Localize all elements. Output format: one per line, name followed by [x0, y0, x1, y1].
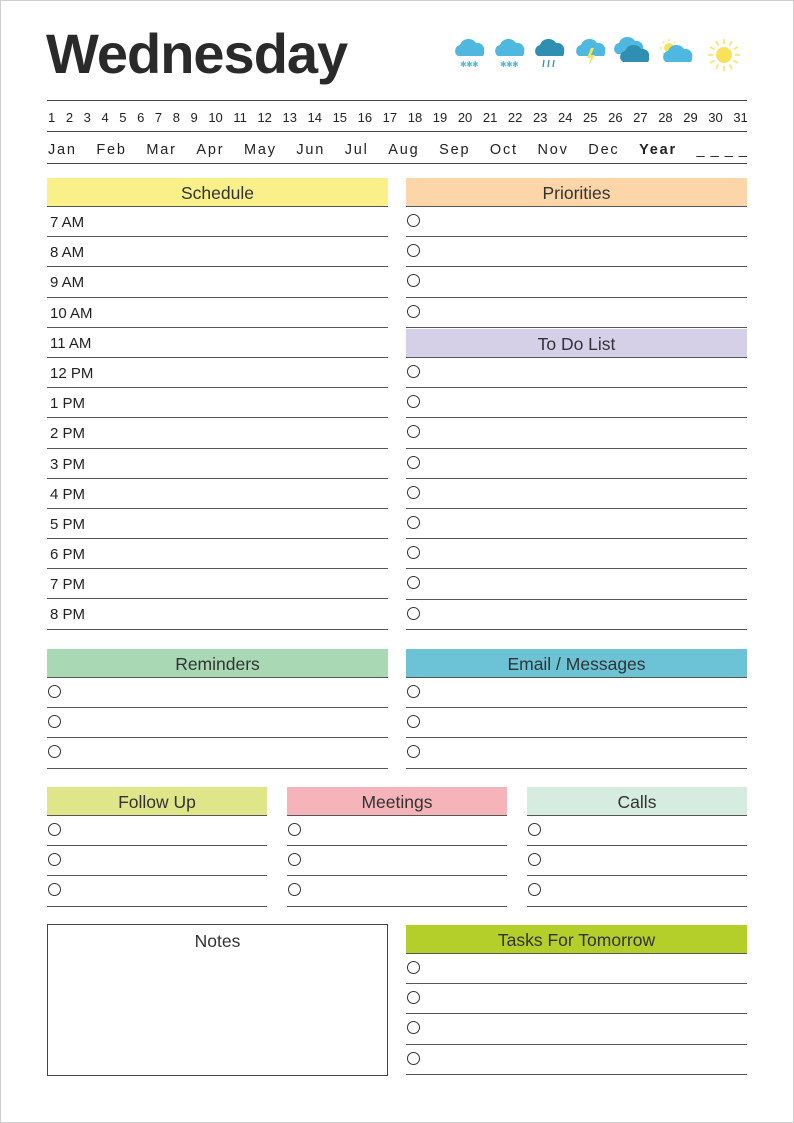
tomorrow-row[interactable] — [406, 1045, 747, 1075]
meetings-section — [287, 787, 507, 907]
svg-text:✱: ✱ — [472, 60, 479, 69]
day-number[interactable]: 9 — [190, 110, 198, 125]
checkbox-circle[interactable] — [407, 365, 420, 378]
checkbox-circle[interactable] — [407, 745, 420, 758]
tomorrow-section — [406, 925, 747, 1075]
month-name[interactable]: Dec — [588, 142, 620, 158]
schedule-row[interactable] — [47, 418, 388, 448]
day-number[interactable]: 17 — [382, 110, 398, 125]
email-section — [406, 649, 747, 769]
meetings-header: Meetings — [287, 787, 507, 816]
todo-row[interactable] — [406, 600, 747, 630]
schedule-time-label: 9 AM — [50, 274, 85, 292]
checkbox-circle[interactable] — [407, 961, 420, 974]
checkbox-circle[interactable] — [407, 274, 420, 287]
todo-row[interactable] — [406, 388, 747, 418]
month-name[interactable]: Jul — [344, 142, 369, 158]
day-number[interactable]: 27 — [633, 110, 648, 125]
day-number[interactable]: 12 — [257, 110, 272, 125]
month-name[interactable]: Apr — [196, 142, 225, 158]
month-names — [48, 141, 748, 159]
calls-row[interactable] — [527, 816, 747, 846]
schedule-row[interactable] — [47, 298, 388, 328]
schedule-time-label: 2 PM — [50, 425, 86, 443]
tomorrow-row[interactable] — [406, 984, 747, 1014]
priorities-row[interactable] — [406, 207, 747, 237]
schedule-time-label: 11 AM — [50, 334, 92, 352]
svg-text:✱: ✱ — [506, 60, 513, 69]
checkbox-circle[interactable] — [407, 607, 420, 620]
day-number[interactable]: 13 — [282, 110, 297, 125]
todo-section — [406, 329, 747, 630]
rain-cloud-icon — [532, 36, 568, 76]
schedule-row[interactable] — [47, 449, 388, 479]
schedule-row[interactable] — [47, 569, 388, 599]
svg-text:✱: ✱ — [466, 60, 473, 69]
meetings-row[interactable] — [287, 846, 507, 876]
reminders-row[interactable] — [47, 738, 388, 768]
schedule-row[interactable] — [47, 509, 388, 539]
day-numbers — [48, 110, 748, 126]
snow-cloud-icon — [452, 36, 488, 76]
priorities-section — [406, 178, 747, 328]
email-row[interactable] — [406, 678, 747, 708]
checkbox-circle[interactable] — [407, 1021, 420, 1034]
page-title: Wednesday — [46, 22, 348, 85]
checkbox-circle[interactable] — [407, 395, 420, 408]
day-number[interactable]: 22 — [507, 110, 523, 125]
snow-cloud-icon — [492, 36, 528, 76]
checkbox-circle[interactable] — [528, 853, 541, 866]
checkbox-circle[interactable] — [288, 823, 301, 836]
checkbox-circle[interactable] — [407, 244, 420, 257]
checkbox-circle[interactable] — [407, 685, 420, 698]
checkbox-circle[interactable] — [48, 853, 61, 866]
checkbox-circle[interactable] — [407, 991, 420, 1004]
schedule-section — [47, 178, 388, 630]
checkbox-circle[interactable] — [48, 823, 61, 836]
todo-row[interactable] — [406, 539, 747, 569]
todo-row[interactable] — [406, 358, 747, 388]
day-number[interactable]: 20 — [457, 110, 473, 125]
day-number[interactable]: 8 — [172, 110, 180, 125]
schedule-time-label: 3 PM — [50, 455, 86, 473]
day-number[interactable]: 11 — [233, 110, 247, 125]
checkbox-circle[interactable] — [407, 576, 420, 589]
month-name[interactable]: Nov — [537, 142, 569, 158]
checkbox-circle[interactable] — [407, 456, 420, 469]
cloudy-icon — [613, 36, 649, 76]
day-number[interactable]: 7 — [154, 110, 163, 125]
day-number[interactable]: 3 — [83, 110, 91, 125]
year-field[interactable]: _ _ _ _ — [696, 142, 748, 158]
month-name[interactable]: May — [243, 142, 277, 158]
calls-section — [527, 787, 747, 907]
day-number[interactable]: 24 — [558, 110, 573, 125]
schedule-time-label: 8 AM — [50, 244, 85, 262]
day-number[interactable]: 28 — [658, 110, 673, 125]
schedule-header: Schedule — [47, 178, 388, 207]
followup-header: Follow Up — [47, 787, 267, 816]
divider — [47, 163, 747, 164]
followup-row[interactable] — [47, 816, 267, 846]
month-name[interactable]: Aug — [388, 142, 420, 158]
month-name[interactable]: Mar — [146, 142, 177, 158]
followup-row[interactable] — [47, 876, 267, 906]
todo-row[interactable] — [406, 449, 747, 479]
reminders-header: Reminders — [47, 649, 388, 678]
reminders-section — [47, 649, 388, 769]
sun-icon — [706, 36, 742, 76]
checkbox-circle[interactable] — [48, 715, 61, 728]
schedule-row[interactable] — [47, 388, 388, 418]
checkbox-circle[interactable] — [407, 486, 420, 499]
checkbox-circle[interactable] — [288, 883, 301, 896]
schedule-time-label: 5 PM — [50, 515, 86, 533]
month-name[interactable]: Feb — [96, 142, 127, 158]
checkbox-circle[interactable] — [528, 823, 541, 836]
meetings-row[interactable] — [287, 816, 507, 846]
day-number[interactable]: 16 — [357, 110, 373, 125]
followup-section — [47, 787, 267, 907]
day-number[interactable]: 15 — [332, 110, 348, 125]
day-number[interactable]: 14 — [307, 110, 322, 125]
day-number[interactable]: 10 — [208, 110, 223, 125]
todo-row[interactable] — [406, 479, 747, 509]
reminders-row[interactable] — [47, 708, 388, 738]
partly-sunny-icon — [658, 36, 694, 76]
checkbox-circle[interactable] — [407, 516, 420, 529]
priorities-row[interactable] — [406, 267, 747, 297]
svg-text:✱: ✱ — [460, 60, 467, 69]
day-number[interactable]: 6 — [137, 110, 145, 125]
divider — [47, 131, 747, 132]
priorities-row[interactable] — [406, 298, 747, 328]
schedule-row[interactable] — [47, 358, 388, 388]
month-name[interactable]: Oct — [489, 142, 518, 158]
checkbox-circle[interactable] — [407, 715, 420, 728]
day-number[interactable]: 21 — [482, 110, 498, 125]
checkbox-circle[interactable] — [407, 425, 420, 438]
checkbox-circle[interactable] — [288, 853, 301, 866]
calls-row[interactable] — [527, 876, 747, 906]
schedule-row[interactable] — [47, 328, 388, 358]
checkbox-circle[interactable] — [48, 685, 61, 698]
todo-header: To Do List — [406, 329, 747, 358]
day-number[interactable]: 18 — [407, 110, 423, 125]
followup-row[interactable] — [47, 846, 267, 876]
schedule-row[interactable] — [47, 539, 388, 569]
schedule-time-label: 6 PM — [50, 546, 86, 564]
checkbox-circle[interactable] — [407, 305, 420, 318]
checkbox-circle[interactable] — [48, 883, 61, 896]
schedule-row[interactable] — [47, 599, 388, 629]
schedule-time-label: 10 AM — [50, 304, 93, 322]
calls-row[interactable] — [527, 846, 747, 876]
priorities-header: Priorities — [406, 178, 747, 207]
day-number[interactable]: 26 — [608, 110, 623, 125]
day-number[interactable]: 23 — [532, 110, 548, 125]
svg-text:✱: ✱ — [512, 60, 519, 69]
checkbox-circle[interactable] — [407, 1052, 420, 1065]
day-number[interactable]: 1 — [48, 110, 56, 125]
schedule-time-label: 7 AM — [50, 214, 85, 231]
checkbox-circle[interactable] — [528, 883, 541, 896]
tomorrow-row[interactable] — [406, 954, 747, 984]
email-row[interactable] — [406, 738, 747, 768]
todo-row[interactable] — [406, 509, 747, 539]
checkbox-circle[interactable] — [48, 745, 61, 758]
month-name[interactable]: Jun — [296, 142, 326, 158]
schedule-row[interactable] — [47, 479, 388, 509]
day-number[interactable]: 25 — [583, 110, 598, 125]
notes-box[interactable] — [47, 924, 388, 1076]
schedule-time-label: 12 PM — [50, 364, 94, 382]
checkbox-circle[interactable] — [407, 214, 420, 227]
tomorrow-header: Tasks For Tomorrow — [406, 925, 747, 954]
todo-row[interactable] — [406, 418, 747, 448]
schedule-time-label: 8 PM — [50, 606, 86, 624]
svg-text:✱: ✱ — [500, 60, 507, 69]
day-number[interactable]: 2 — [65, 110, 74, 125]
schedule-row[interactable] — [47, 267, 388, 297]
schedule-time-label: 4 PM — [50, 485, 86, 503]
schedule-row[interactable] — [47, 237, 388, 267]
tomorrow-row[interactable] — [406, 1014, 747, 1044]
schedule-row[interactable] — [47, 207, 388, 237]
calls-header: Calls — [527, 787, 747, 816]
day-number[interactable]: 5 — [119, 110, 127, 125]
day-number[interactable]: 4 — [101, 110, 109, 125]
email-row[interactable] — [406, 708, 747, 738]
meetings-row[interactable] — [287, 876, 507, 906]
year-label: Year — [639, 142, 677, 158]
checkbox-circle[interactable] — [407, 546, 420, 559]
notes-title: Notes — [194, 931, 241, 951]
reminders-row[interactable] — [47, 678, 388, 708]
day-number[interactable]: 30 — [708, 110, 723, 125]
schedule-time-label: 7 PM — [50, 576, 86, 594]
todo-row[interactable] — [406, 569, 747, 599]
email-header: Email / Messages — [406, 649, 747, 678]
day-number[interactable]: 19 — [432, 110, 448, 125]
month-name[interactable]: Sep — [439, 142, 471, 158]
day-number[interactable]: 31 — [733, 110, 748, 125]
month-name[interactable]: Jan — [48, 142, 77, 158]
schedule-time-label: 1 PM — [50, 395, 86, 413]
divider — [47, 100, 747, 101]
thunder-cloud-icon — [573, 36, 609, 76]
priorities-row[interactable] — [406, 237, 747, 267]
day-number[interactable]: 29 — [683, 110, 698, 125]
